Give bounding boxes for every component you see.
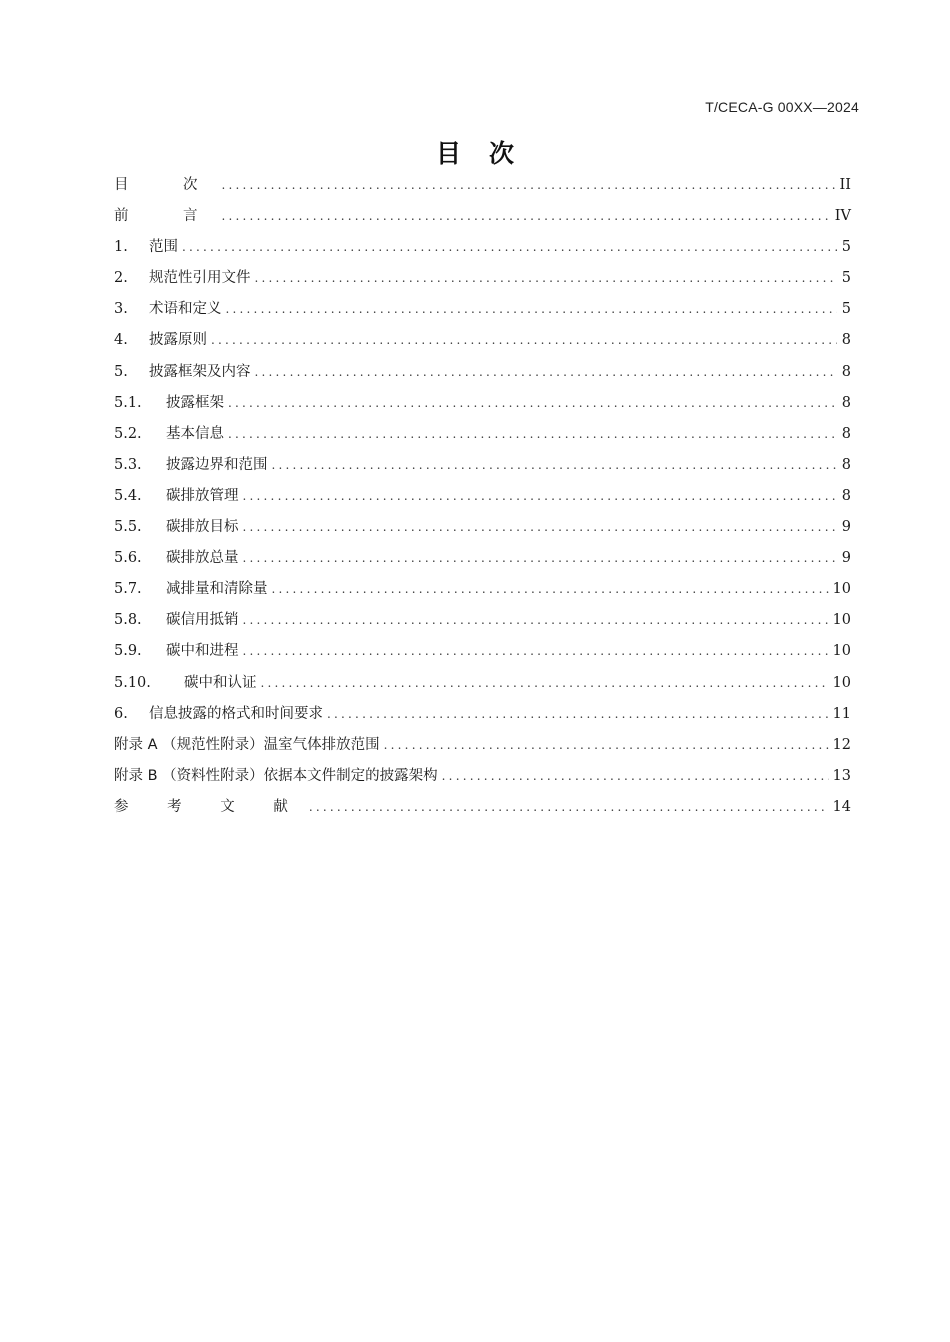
toc-entry-page: 5 <box>841 239 851 256</box>
page-title <box>0 134 950 170</box>
toc-entry[interactable] <box>114 481 851 512</box>
toc-entry[interactable] <box>114 699 851 730</box>
toc-entry-number: 1. <box>114 239 128 256</box>
dot-leader <box>211 325 837 356</box>
dot-leader <box>243 605 829 636</box>
toc-entry-page: 14 <box>832 798 851 815</box>
toc-entry-title: 附录 B （资料性附录）依据本文件制定的披露架构 <box>114 767 438 784</box>
toc-entry-title: 基本信息 <box>166 425 224 442</box>
toc-entry-page: 10 <box>832 674 851 691</box>
dot-leader <box>272 450 838 481</box>
toc-entry[interactable] <box>114 388 851 419</box>
toc-entry-page: 8 <box>841 456 851 473</box>
dot-leader <box>243 512 838 543</box>
toc-entry[interactable] <box>114 170 851 201</box>
toc-entry-title: 披露原则 <box>149 332 207 349</box>
toc-entry-title: 披露框架 <box>166 394 224 411</box>
dot-leader <box>243 636 829 667</box>
dot-leader <box>255 357 838 388</box>
toc-entry-number: 5.6. <box>114 550 142 567</box>
toc-entry[interactable] <box>114 761 851 792</box>
dot-leader <box>309 792 829 823</box>
toc-entry-title: 附录 A （规范性附录）温室气体排放范围 <box>114 736 380 753</box>
toc-entry[interactable] <box>114 792 851 823</box>
toc-entry-title: 前 言 <box>114 208 218 225</box>
toc-entry-page: 8 <box>841 363 851 380</box>
toc-entry[interactable] <box>114 574 851 605</box>
toc-entry-title: 参 考 文 献 <box>114 798 305 815</box>
dot-leader <box>228 388 837 419</box>
toc-entry[interactable] <box>114 730 851 761</box>
toc-entry-page: 10 <box>832 612 851 629</box>
toc-entry-title: 碳排放总量 <box>166 550 239 567</box>
toc-entry-page: 8 <box>841 332 851 349</box>
toc-entry-title: 碳中和进程 <box>166 643 239 660</box>
toc-entry[interactable] <box>114 450 851 481</box>
toc-entry[interactable] <box>114 357 851 388</box>
toc-entry[interactable] <box>114 201 851 232</box>
dot-leader <box>255 263 838 294</box>
toc-entry-page: 12 <box>832 736 851 753</box>
toc-entry-title: 信息披露的格式和时间要求 <box>149 705 323 722</box>
toc-entry-page: IV <box>834 208 851 225</box>
toc-entry-page: 8 <box>841 394 851 411</box>
toc-entry-number: 5.1. <box>114 394 142 411</box>
toc-entry-number: 5.3. <box>114 456 142 473</box>
toc-entry-page: 10 <box>832 643 851 660</box>
toc-entry-page: 8 <box>841 487 851 504</box>
dot-leader <box>228 419 837 450</box>
dot-leader <box>442 761 829 792</box>
toc-entry-page: 13 <box>832 767 851 784</box>
toc-entry-page: 9 <box>841 519 851 536</box>
toc-entry-page: 10 <box>832 581 851 598</box>
toc-entry-page: 11 <box>832 705 851 722</box>
toc-entry[interactable] <box>114 605 851 636</box>
toc-entry[interactable] <box>114 668 851 699</box>
toc-entry-number: 6. <box>114 705 128 722</box>
toc-entry-number: 5.2. <box>114 425 142 442</box>
toc-entry-page: 9 <box>841 550 851 567</box>
toc-entry-number: 4. <box>114 332 128 349</box>
dot-leader <box>384 730 829 761</box>
toc-entry-title: 规范性引用文件 <box>149 270 251 287</box>
toc-entry-number: 5.4. <box>114 487 142 504</box>
toc-entry[interactable] <box>114 419 851 450</box>
toc-entry-title: 范围 <box>149 239 178 256</box>
toc-entry-page: 5 <box>841 301 851 318</box>
document-code: T/CECA-G 00XX—2024 <box>705 99 859 115</box>
toc-entry-page: II <box>839 177 851 193</box>
toc-entry-number: 5.8. <box>114 612 142 629</box>
dot-leader <box>261 668 829 699</box>
dot-leader <box>243 481 838 512</box>
toc-entry-number: 5.10. <box>114 674 151 691</box>
toc-entry-number: 2. <box>114 270 128 287</box>
toc-entry-number: 5.9. <box>114 643 142 660</box>
toc-entry-number: 5. <box>114 363 128 380</box>
dot-leader <box>327 699 829 730</box>
toc-entry-title: 目 次 <box>114 177 218 193</box>
title-part-1: 目 <box>435 139 461 168</box>
dot-leader <box>243 543 838 574</box>
toc-entry-title: 披露边界和范围 <box>166 456 268 473</box>
toc-entry[interactable] <box>114 263 851 294</box>
toc-entry[interactable] <box>114 232 851 263</box>
toc-entry-title: 术语和定义 <box>149 301 222 318</box>
toc-entry[interactable] <box>114 512 851 543</box>
toc-entry-page: 5 <box>841 270 851 287</box>
toc-entry-title: 碳排放目标 <box>166 519 239 536</box>
toc-entry-page: 8 <box>841 425 851 442</box>
toc-entry[interactable] <box>114 325 851 356</box>
toc-entry-title: 碳信用抵销 <box>166 612 239 629</box>
toc-entry-number: 5.5. <box>114 519 142 536</box>
dot-leader <box>222 201 831 232</box>
toc-entry-number: 3. <box>114 301 128 318</box>
dot-leader <box>222 170 836 201</box>
toc-entry-title: 减排量和清除量 <box>166 581 268 598</box>
toc-entry[interactable] <box>114 294 851 325</box>
dot-leader <box>226 294 838 325</box>
dot-leader <box>272 574 829 605</box>
toc-entry-title: 碳中和认证 <box>184 674 257 691</box>
toc-entry[interactable] <box>114 543 851 574</box>
dot-leader <box>182 232 837 263</box>
toc-entry-title: 碳排放管理 <box>166 487 239 504</box>
toc-entry-title: 披露框架及内容 <box>149 363 251 380</box>
toc-entry-number: 5.7. <box>114 581 142 598</box>
title-part-2: 次 <box>489 139 515 168</box>
table-of-contents <box>114 170 851 823</box>
toc-entry[interactable] <box>114 636 851 667</box>
